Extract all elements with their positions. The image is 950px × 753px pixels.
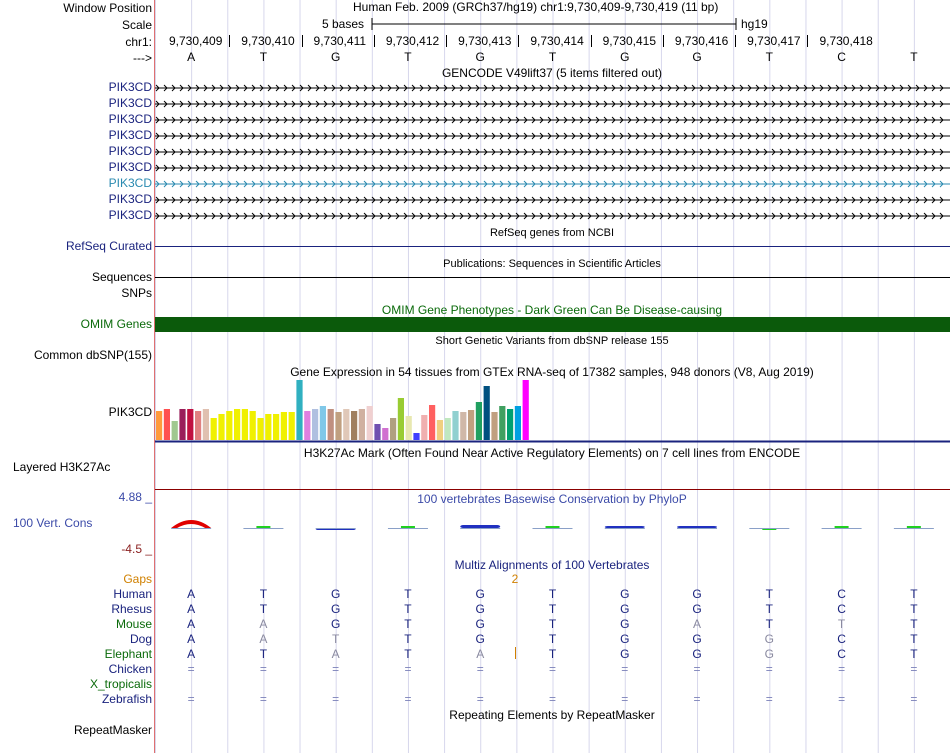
gtex-tissue-bar	[445, 418, 451, 440]
ruler-tick	[374, 35, 375, 47]
alignment-base: T	[404, 617, 412, 631]
alignment-base: T	[910, 602, 918, 616]
alignment-base: T	[548, 602, 557, 616]
h3k27ac-track-label[interactable]: Layered H3K27Ac	[13, 460, 111, 474]
scale-assembly: hg19	[741, 17, 768, 31]
phylop-base-mark	[171, 520, 211, 528]
alignment-base: G	[475, 587, 485, 601]
alignment-base: T	[765, 587, 773, 601]
alignment-base: A	[259, 617, 268, 631]
alignment-base: T	[259, 587, 268, 601]
gtex-tissue-bar	[312, 409, 318, 440]
alignment-base: G	[692, 647, 702, 661]
gencode-gene-label[interactable]: PIK3CD	[108, 160, 152, 174]
repeatmasker-track-title: Repeating Elements by RepeatMasker	[449, 708, 655, 722]
alignment-base: A	[187, 602, 196, 616]
gencode-gene-label[interactable]: PIK3CD	[108, 192, 152, 206]
ruler-position: 9,730,410	[241, 34, 295, 48]
snps-track-label[interactable]: SNPs	[121, 286, 152, 300]
gaps-label: Gaps	[123, 572, 152, 586]
reference-base: G	[692, 50, 702, 64]
gtex-tissue-bar	[226, 411, 232, 440]
window-position-label: Window Position	[63, 1, 152, 15]
gtex-tissue-bar	[320, 406, 326, 440]
alignment-base: =	[621, 692, 629, 706]
ruler-position: 9,730,417	[747, 34, 801, 48]
gtex-tissue-bar	[367, 406, 373, 440]
species-label[interactable]: Chicken	[108, 662, 152, 676]
alignment-base: G	[692, 587, 702, 601]
alignment-base: =	[332, 692, 340, 706]
alignment-base: =	[332, 662, 340, 676]
alignment-base: T	[332, 632, 340, 646]
alignment-base: A	[187, 617, 196, 631]
alignment-base: G	[620, 647, 630, 661]
alignment-base: G	[331, 617, 341, 631]
ruler-position: 9,730,413	[458, 34, 512, 48]
ruler-position: 9,730,418	[819, 34, 873, 48]
alignment-base: T	[404, 632, 412, 646]
gencode-gene-label[interactable]: PIK3CD	[108, 80, 152, 94]
ruler-tick	[446, 35, 447, 47]
alignment-base: =	[838, 692, 846, 706]
gencode-gene-label[interactable]: PIK3CD	[108, 176, 152, 190]
alignment-base: T	[548, 632, 557, 646]
gtex-tissue-bar	[296, 380, 302, 440]
alignment-base: =	[187, 692, 195, 706]
phylop-base-mark	[546, 526, 560, 528]
gap-count: 2	[511, 572, 519, 586]
alignment-base: T	[910, 587, 918, 601]
alignment-base: G	[475, 632, 485, 646]
refseq-track-label[interactable]: RefSeq Curated	[65, 239, 152, 253]
gtex-tissue-bar	[351, 411, 357, 440]
gtex-tissue-bar	[187, 409, 193, 440]
alignment-base: T	[765, 617, 773, 631]
species-label[interactable]: Zebrafish	[101, 692, 152, 706]
gtex-tissue-bar	[476, 402, 482, 440]
multiz-track-title: Multiz Alignments of 100 Vertebrates	[454, 558, 650, 572]
alignment-base: A	[693, 617, 702, 631]
alignment-base: G	[475, 617, 485, 631]
gtex-tissue-bar	[359, 409, 365, 440]
alignment-base: T	[910, 617, 918, 631]
ruler-tick	[735, 35, 736, 47]
scale-value: 5 bases	[322, 17, 365, 31]
species-label[interactable]: Human	[113, 587, 152, 601]
ruler-tick	[663, 35, 664, 47]
window-position-value: Human Feb. 2009 (GRCh37/hg19) chr1:9,730,409-9,730,419 (11 bp)	[353, 0, 719, 14]
phylop-base-mark	[605, 526, 645, 528]
phylop-base-mark	[256, 526, 270, 528]
alignment-base: C	[837, 647, 846, 661]
ruler-tick	[302, 35, 303, 47]
alignment-base: T	[548, 587, 557, 601]
ruler-tick	[518, 35, 519, 47]
alignment-base: T	[404, 587, 412, 601]
gtex-tissue-bar	[398, 398, 404, 440]
gtex-tissue-bar	[390, 418, 396, 440]
ruler-position: 9,730,411	[313, 34, 367, 48]
reference-base: T	[259, 50, 268, 64]
gtex-track-label[interactable]: PIK3CD	[108, 405, 152, 419]
alignment-base: T	[765, 602, 773, 616]
alignment-base: T	[259, 647, 268, 661]
gencode-transcripts[interactable]	[155, 80, 950, 224]
refseq-track-title: RefSeq genes from NCBI	[489, 227, 615, 239]
ruler-tick	[591, 35, 592, 47]
alignment-base: A	[259, 632, 268, 646]
ruler-tick	[807, 35, 808, 47]
gencode-gene-label[interactable]: PIK3CD	[108, 96, 152, 110]
gtex-tissue-bar	[491, 412, 497, 440]
publications-track-title: Publications: Sequences in Scientific Articles	[443, 258, 661, 270]
alignment-base: =	[910, 662, 918, 676]
gtex-tissue-bar	[265, 414, 271, 440]
reference-base: G	[620, 50, 630, 64]
scale-label: Scale	[121, 18, 152, 32]
track-area[interactable]	[155, 0, 950, 753]
phylop-base-mark	[460, 525, 500, 528]
dbsnp-track-label[interactable]: Common dbSNP(155)	[33, 348, 152, 362]
chrom-label: chr1:	[125, 35, 152, 49]
gtex-tissue-bar	[484, 386, 490, 440]
gtex-tissue-bar	[468, 410, 474, 440]
gencode-gene-label[interactable]: PIK3CD	[108, 112, 152, 126]
gencode-track-title: GENCODE V49lift37 (5 items filtered out)	[441, 66, 663, 80]
alignment-base: T	[404, 602, 412, 616]
reference-base: T	[765, 50, 773, 64]
omim-track-title: OMIM Gene Phenotypes - Dark Green Can Be Disease-causing	[381, 303, 723, 317]
alignment-base: =	[693, 662, 701, 676]
publications-track-label[interactable]: Sequences	[91, 270, 152, 284]
alignment-base: =	[404, 692, 412, 706]
gencode-gene-label[interactable]: PIK3CD	[108, 128, 152, 142]
alignment-base: C	[837, 632, 846, 646]
dbsnp-track-title: Short Genetic Variants from dbSNP release 155	[435, 335, 669, 347]
gtex-tissue-bar	[242, 409, 248, 440]
h3k27ac-baseline[interactable]	[155, 489, 950, 490]
ruler-position: 9,730,416	[674, 34, 729, 48]
phylop-base-mark	[907, 526, 921, 528]
alignment-base: G	[620, 632, 630, 646]
alignment-base: A	[187, 587, 196, 601]
phylop-min-label: -4.5 _	[121, 542, 152, 556]
gencode-gene-label[interactable]: PIK3CD	[108, 144, 152, 158]
gtex-tissue-bar	[273, 414, 279, 440]
gtex-tissue-bar	[250, 411, 256, 440]
gtex-tissue-bar	[211, 418, 217, 440]
alignment-base: =	[838, 662, 846, 676]
gtex-tissue-bar	[328, 409, 334, 440]
alignment-base: G	[764, 632, 774, 646]
alignment-base: =	[259, 692, 267, 706]
gtex-tissue-bar	[203, 409, 209, 440]
alignment-base: C	[837, 587, 846, 601]
gtex-tissue-bar	[172, 421, 178, 440]
gtex-tissue-bar	[523, 380, 529, 440]
gtex-tissue-bar	[429, 405, 435, 440]
strand-label: --->	[133, 51, 152, 65]
gtex-tissue-bar	[335, 412, 341, 440]
phylop-base-mark	[677, 526, 717, 528]
reference-base: G	[331, 50, 341, 64]
species-label[interactable]: Mouse	[115, 617, 152, 631]
alignment-base: C	[837, 602, 846, 616]
reference-base: C	[837, 50, 846, 64]
alignment-base: =	[548, 662, 557, 676]
omim-bar[interactable]	[155, 317, 950, 332]
gtex-tissue-bar	[218, 414, 224, 440]
ruler-position: 9,730,414	[530, 34, 584, 48]
alignment-base: =	[765, 662, 773, 676]
gtex-tissue-bar	[437, 420, 443, 440]
gtex-tissue-bar	[507, 409, 513, 440]
gtex-tissue-bar	[413, 433, 419, 440]
gtex-tissue-bar	[164, 409, 170, 440]
gtex-bar-chart[interactable]	[155, 380, 950, 443]
alignment-base: T	[548, 647, 557, 661]
alignment-base: =	[476, 692, 484, 706]
alignment-base: T	[548, 617, 557, 631]
phylop-base-mark	[401, 526, 415, 528]
publications-line[interactable]	[155, 277, 950, 278]
gtex-tissue-bar	[304, 411, 310, 440]
species-label[interactable]: Dog	[129, 632, 152, 646]
alignment-base: G	[331, 602, 341, 616]
gtex-tissue-bar	[289, 412, 295, 440]
omim-track-label[interactable]: OMIM Genes	[80, 317, 152, 331]
alignment-base: =	[621, 662, 629, 676]
gtex-tissue-bar	[343, 409, 349, 440]
gtex-tissue-bar	[406, 416, 412, 440]
phylop-max-label: 4.88 _	[118, 490, 152, 504]
alignment-base: T	[837, 617, 846, 631]
ruler-position: 9,730,409	[169, 34, 223, 48]
phylop-logo[interactable]	[155, 508, 950, 548]
reference-base: A	[187, 50, 196, 64]
alignment-base: =	[404, 662, 412, 676]
gtex-tissue-bar	[460, 412, 466, 440]
elephant-gap-marker	[515, 647, 516, 659]
gtex-tissue-bar	[382, 428, 388, 440]
gtex-tissue-bar	[452, 411, 458, 440]
alignment-base: A	[331, 647, 340, 661]
phylop-track-title: 100 vertebrates Basewise Conservation by PhyloP	[417, 492, 687, 506]
reference-base: T	[548, 50, 557, 64]
alignment-base: G	[475, 602, 485, 616]
ruler-position: 9,730,415	[602, 34, 657, 48]
scale-bar	[371, 16, 737, 32]
phylop-track-label[interactable]: 100 Vert. Cons	[13, 516, 93, 530]
alignment-base: =	[476, 662, 484, 676]
alignment-base: =	[765, 692, 773, 706]
ruler-position: 9,730,412	[385, 34, 440, 48]
gtex-track-title: Gene Expression in 54 tissues from GTEx RNA-seq of 17382 samples, 948 donors (V8, Aug 2019)	[290, 365, 814, 379]
gtex-tissue-bar	[234, 409, 240, 440]
track-label-column	[0, 0, 154, 753]
species-label[interactable]: Rhesus	[111, 602, 152, 616]
alignment-base: G	[692, 632, 702, 646]
alignment-base: T	[910, 647, 918, 661]
gtex-tissue-bar	[374, 424, 380, 440]
gtex-tissue-bar	[515, 406, 521, 440]
alignment-base: G	[620, 587, 630, 601]
alignment-base: T	[259, 602, 268, 616]
alignment-base: T	[910, 632, 918, 646]
gtex-tissue-bar	[179, 409, 185, 440]
phylop-base-mark	[835, 526, 849, 528]
reference-base: T	[404, 50, 412, 64]
gencode-gene-label[interactable]: PIK3CD	[108, 208, 152, 222]
refseq-line[interactable]	[155, 246, 950, 247]
alignment-base: G	[620, 617, 630, 631]
alignment-base: =	[548, 692, 557, 706]
reference-base: T	[910, 50, 918, 64]
ruler-tick	[229, 35, 230, 47]
species-label[interactable]: X_tropicalis	[89, 677, 152, 691]
alignment-base: A	[187, 632, 196, 646]
alignment-base: A	[187, 647, 196, 661]
alignment-base: =	[259, 662, 267, 676]
alignment-base: G	[692, 602, 702, 616]
alignment-base: =	[693, 692, 701, 706]
alignment-base: G	[331, 587, 341, 601]
repeatmasker-track-label[interactable]: RepeatMasker	[73, 723, 152, 737]
gtex-tissue-bar	[195, 411, 201, 440]
gtex-tissue-bar	[499, 406, 505, 440]
alignment-base: G	[764, 647, 774, 661]
gtex-tissue-bar	[421, 415, 427, 440]
alignment-base: =	[187, 662, 195, 676]
alignment-base: T	[404, 647, 412, 661]
alignment-base: G	[620, 602, 630, 616]
h3k27ac-track-title: H3K27Ac Mark (Often Found Near Active Regulatory Elements) on 7 cell lines from ENCODE	[303, 446, 801, 460]
gtex-tissue-bar	[156, 411, 162, 440]
alignment-base: =	[910, 692, 918, 706]
alignment-base: A	[476, 647, 485, 661]
gtex-tissue-bar	[257, 418, 263, 440]
reference-base: G	[475, 50, 485, 64]
species-label[interactable]: Elephant	[104, 647, 152, 661]
gtex-tissue-bar	[281, 412, 287, 440]
